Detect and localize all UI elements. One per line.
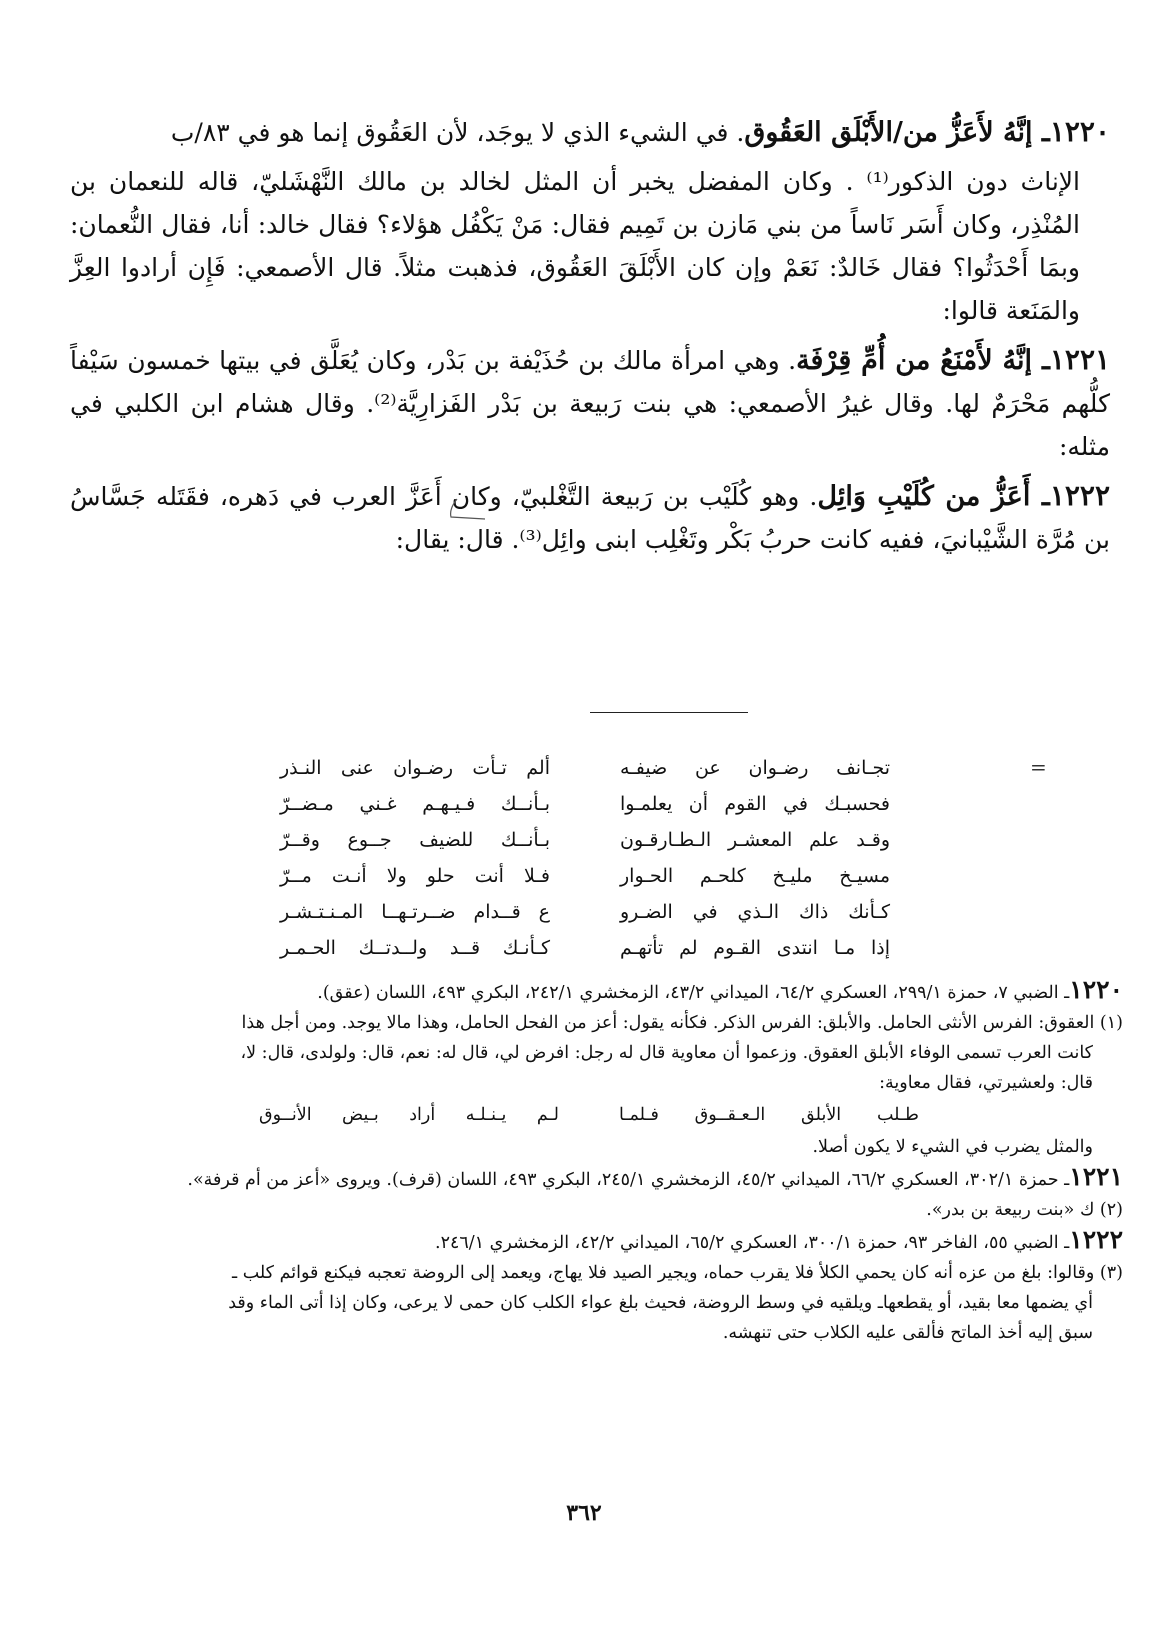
footnote-verse <box>55 1100 1123 1130</box>
proverb-heading: ـ أَعَزُّ من كُلَيْبِ وَائِل <box>817 481 1050 512</box>
entry-number: ١٢٢٠ <box>1049 115 1110 148</box>
hemistich-right: كـأنك ذاك الـذي في الضـرو <box>620 901 890 923</box>
note-number: ١٢٢٠ <box>1069 975 1123 1004</box>
entry-text: . وهي امرأة مالك بن حُذَيْفة بن بَدْر، وكان يُعَلَّق في بيتها خمسون سَيْفاً كلُّهم مَحْرَمٌ لها. وقال غيرُ الأصمعي: هي بنت رَبيعة بن بَدْر الفَزارِيَّة⁽²⁾. وقال هشام ابن الكلبي في مثله: <box>70 346 1110 461</box>
footnote-separator <box>590 712 748 713</box>
hemistich-right: إذا مـا انتدى القـوم لم تأتهـم <box>620 937 890 959</box>
entry-1221 <box>70 338 1110 468</box>
hemistich-left: فـلا أنت حلو ولا أنـت مــرّ <box>280 865 550 887</box>
proverb-heading: ـ إنَّهُ لأَمْنَعُ من أُمِّ قِرْفَة <box>796 345 1050 376</box>
note-number: ١٢٢١ <box>1069 1162 1123 1191</box>
footnote-1-line: (١) العقوق: الفرس الأنثى الحامل. والأبلق: الفرس الذكر. فكأنه يقول: أعز من الفحل الحامل، وهذا مالا يوجد. ومن أجل هذا <box>241 1013 1123 1033</box>
hemistich-right: طـلب الأبلق الـعـقــوق فـلمـا <box>619 1105 919 1125</box>
footnote-3-line: أي يضمها معا بقيد، أو يقطعهاـ ويلقيه في وسط الروضة، فحيث بلغ عواء الكلب كان حمى لا يرعى، وكان إذا أتى الماء وقد <box>228 1293 1093 1313</box>
footnote-3-line: (٣) وقالوا: بلغ من عزه أنه كان يحمي الكلأ فلا يقرب حماه، ويجير الصيد فلا يهاج، ويعمد إلى الروضة تعجبه فيكنع قوائم كلب ـ <box>232 1263 1123 1283</box>
equals-mark: = <box>1030 755 1047 779</box>
hemistich-left: بـأنــك للضيف جــوع وقــرّ <box>280 829 550 851</box>
hemistich-right: مسيـخ مليـخ كلحـم الحـوار <box>620 865 890 887</box>
hemistich-left: ألم تـأت رضـوان عنى النـذر <box>280 757 550 779</box>
entry-1222 <box>70 474 1110 561</box>
note-text: ـ الضبي ٥٥، الفاخر ٩٣، حمزة ٣٠٠/١، العسكري ٦٥/٢، الميداني ٤٢/٢، الزمخشري ٢٤٦/١. <box>434 1233 1070 1253</box>
hemistich-left: كـأنـك قــد ولــدتــك الحـمـر <box>280 937 550 959</box>
hemistich-right: وقـد علم المعشـر الـطـارقـون <box>620 829 890 851</box>
hemistich-left: ع قــدام ضــرتـهــا المـنـتـشـر <box>280 901 550 923</box>
entry-text: . في الشيء الذي لا يوجَد، لأن العَقُوق إنما هو في ٨٣/ب <box>170 118 745 147</box>
page-number: ٣٦٢ <box>566 1500 602 1526</box>
poem-verse <box>280 930 890 966</box>
poem-verse <box>280 894 890 930</box>
poem-verse <box>280 858 890 894</box>
proverb-heading: ـ إنَّهُ لأَعَزُّ من/الأَبْلَق العَقُوق <box>744 117 1050 148</box>
entry-text: . وهو كُلَيْب بن رَبيعة التَّغْلبيّ، وكان أَعَزَّ العرب في دَهره، فقَتَله جَسَّاسُ بن مُرَّة الشَّيْبانيَ، ففيه كانت حربُ بَكْر وتَغْلِب ابنى وائِل⁽³⁾. قال: يقال: <box>70 482 1110 554</box>
footnotes <box>55 975 1123 1348</box>
footnote-1-line: كانت العرب تسمى الوفاء الأبلق العقوق. وزعموا أن معاوية قال له رجل: افرض لي، قال له: نعم، قال: ولولدى، قال: لا، <box>240 1043 1093 1063</box>
entry-number: ١٢٢١ <box>1049 343 1111 376</box>
entry-number: ١٢٢٢ <box>1049 479 1110 512</box>
note-text: ـ حمزة ٣٠٢/١، العسكري ٦٦/٢، الميداني ٤٥/٢، الزمخشري ٢٤٥/١، البكري ٤٩٣، اللسان (قرف). ويروى «أعز من أم قرفة». <box>187 1170 1070 1190</box>
footnote-1-line: قال: ولعشيرتي، فقال معاوية: <box>879 1073 1093 1093</box>
hemistich-left: لـم يـنـلـه أراد بـيض الأنــوق <box>259 1105 559 1125</box>
entry-1220 <box>70 110 1110 154</box>
poem-verse <box>280 786 890 822</box>
poem-block <box>280 750 890 966</box>
pencil-mark <box>445 495 495 525</box>
poem-verse <box>280 822 890 858</box>
main-text <box>70 110 1110 567</box>
entry-1220-continuation: الإناث دون الذكور⁽¹⁾ . وكان المفضل يخبر أن المثل لخالد بن مالك النَّهْشَليّ، قاله للنعمان بن المُنْذِر، وكان أَسَر نَاساً من بني مَازن بن تَمِيم فقال: مَنْ يَكْفُل هؤلاء؟ فقال خالد: أنا، فقال النُّعمان: وبمَا أَحْدَثُوا؟ فقال خَالدٌ: نَعَمْ وإن كان الأَبْلَقَ العَقُوق، فذهبت مثلاً. قال الأصمعي: فَإِن أرادوا العِزَّ والمَنَعة قالوا: <box>70 167 1080 325</box>
poem-verse <box>280 750 890 786</box>
hemistich-right: فحسبـك في القوم أن يعلمـوا <box>620 793 890 815</box>
source-note-1222 <box>55 1225 1123 1258</box>
note-text: ـ الضبي ٧، حمزة ٢٩٩/١، العسكري ٦٤/٢، الميداني ٤٣/٢، الزمخشري ٢٤٢/١، البكري ٤٩٣، اللسان (عقق). <box>317 983 1070 1003</box>
hemistich-left: بـأنــك فـيـهـم غـني مـضــرّ <box>280 793 550 815</box>
footnote-3-line: سبق إليه أخذ الماتح فألقى عليه الكلاب حتى تنهشه. <box>722 1323 1093 1343</box>
source-note-1220 <box>55 975 1123 1008</box>
footnote-2: (٢) ك «بنت ربيعة بن بدر». <box>926 1200 1123 1220</box>
note-number: ١٢٢٢ <box>1069 1225 1123 1254</box>
footnote-1-line: والمثل يضرب في الشيء لا يكون أصلا. <box>812 1137 1093 1157</box>
hemistich-right: تجـانف رضـوان عن ضيفـه <box>620 757 890 779</box>
source-note-1221 <box>55 1162 1123 1195</box>
